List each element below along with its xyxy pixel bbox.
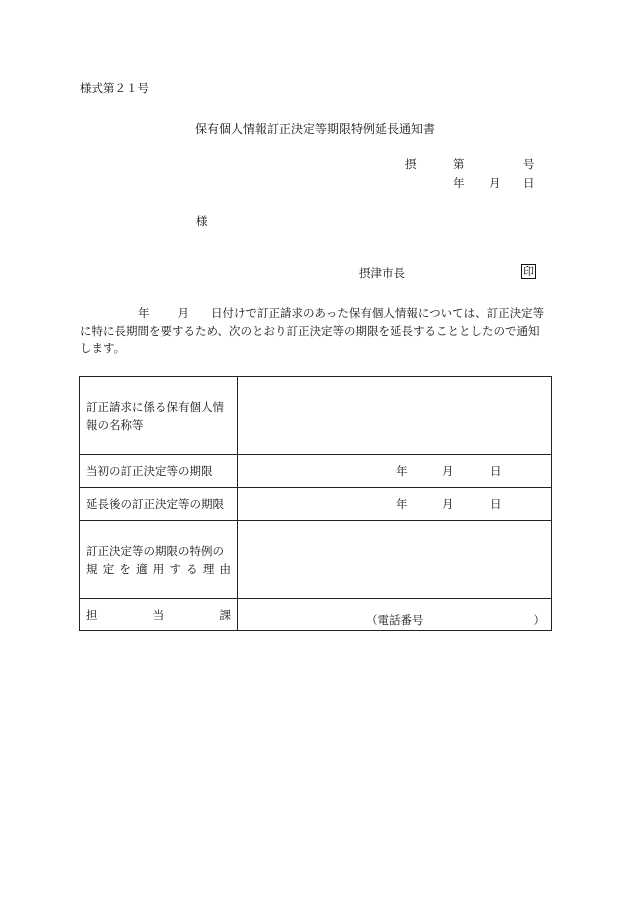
ref-prefix: 摂 xyxy=(405,157,417,171)
phone-close: ） xyxy=(533,613,545,627)
ref-dai: 第 xyxy=(453,157,465,171)
date-year: 年 xyxy=(453,176,465,190)
row-label-department: 担 当 課 xyxy=(80,599,238,631)
date-month: 月 xyxy=(489,176,501,190)
body-line-2: に特に長期間を要するため、次のとおり訂正決定等の期限を延長することとしたので通知 xyxy=(80,323,540,338)
deadline-day: 日 xyxy=(490,464,502,478)
extended-month: 月 xyxy=(442,497,454,511)
body-line1-rest: 日付けで訂正請求のあった保有個人情報については、訂正決定等 xyxy=(211,306,545,320)
value-original-deadline xyxy=(238,455,552,488)
value-record-name xyxy=(238,377,552,455)
body-line-1 xyxy=(80,305,552,323)
body-text xyxy=(80,305,552,358)
row-label-record-name: 訂正請求に係る保有個人情報の名称等 xyxy=(80,377,238,455)
reason-label-line1: 訂正決定等の期限の特例の xyxy=(86,543,224,558)
deadline-month: 月 xyxy=(442,464,454,478)
row-label-original-deadline: 当初の訂正決定等の期限 xyxy=(80,455,238,488)
body-line-3: します。 xyxy=(80,341,126,355)
table-row xyxy=(80,599,552,631)
addressee-suffix: 様 xyxy=(196,214,208,228)
form-number: 様式第２１号 xyxy=(80,81,149,95)
extended-day: 日 xyxy=(490,497,502,511)
value-reason xyxy=(238,521,552,599)
date-day: 日 xyxy=(523,176,535,190)
phone-label: （電話番号 xyxy=(366,613,424,627)
value-extended-deadline xyxy=(238,488,552,521)
seal-mark: 印 xyxy=(523,265,534,278)
document-title: 保有個人情報訂正決定等期限特例延長通知書 xyxy=(194,122,435,136)
ref-go: 号 xyxy=(523,157,535,171)
value-department-phone xyxy=(238,599,552,631)
extended-year: 年 xyxy=(396,497,408,511)
reason-label-line2: 規 定 を 適 用 す る 理 由 xyxy=(86,561,231,576)
deadline-year: 年 xyxy=(396,464,408,478)
sender-name: 摂津市長 xyxy=(359,266,405,280)
details-table xyxy=(79,376,552,631)
row-label-extended-deadline: 延長後の訂正決定等の期限 xyxy=(80,488,238,521)
table-row xyxy=(80,488,552,521)
body-year: 年 xyxy=(138,306,150,320)
table-row xyxy=(80,377,552,455)
table-row xyxy=(80,521,552,599)
table-row xyxy=(80,455,552,488)
row-label-reason xyxy=(80,521,238,599)
body-month: 月 xyxy=(177,306,189,320)
